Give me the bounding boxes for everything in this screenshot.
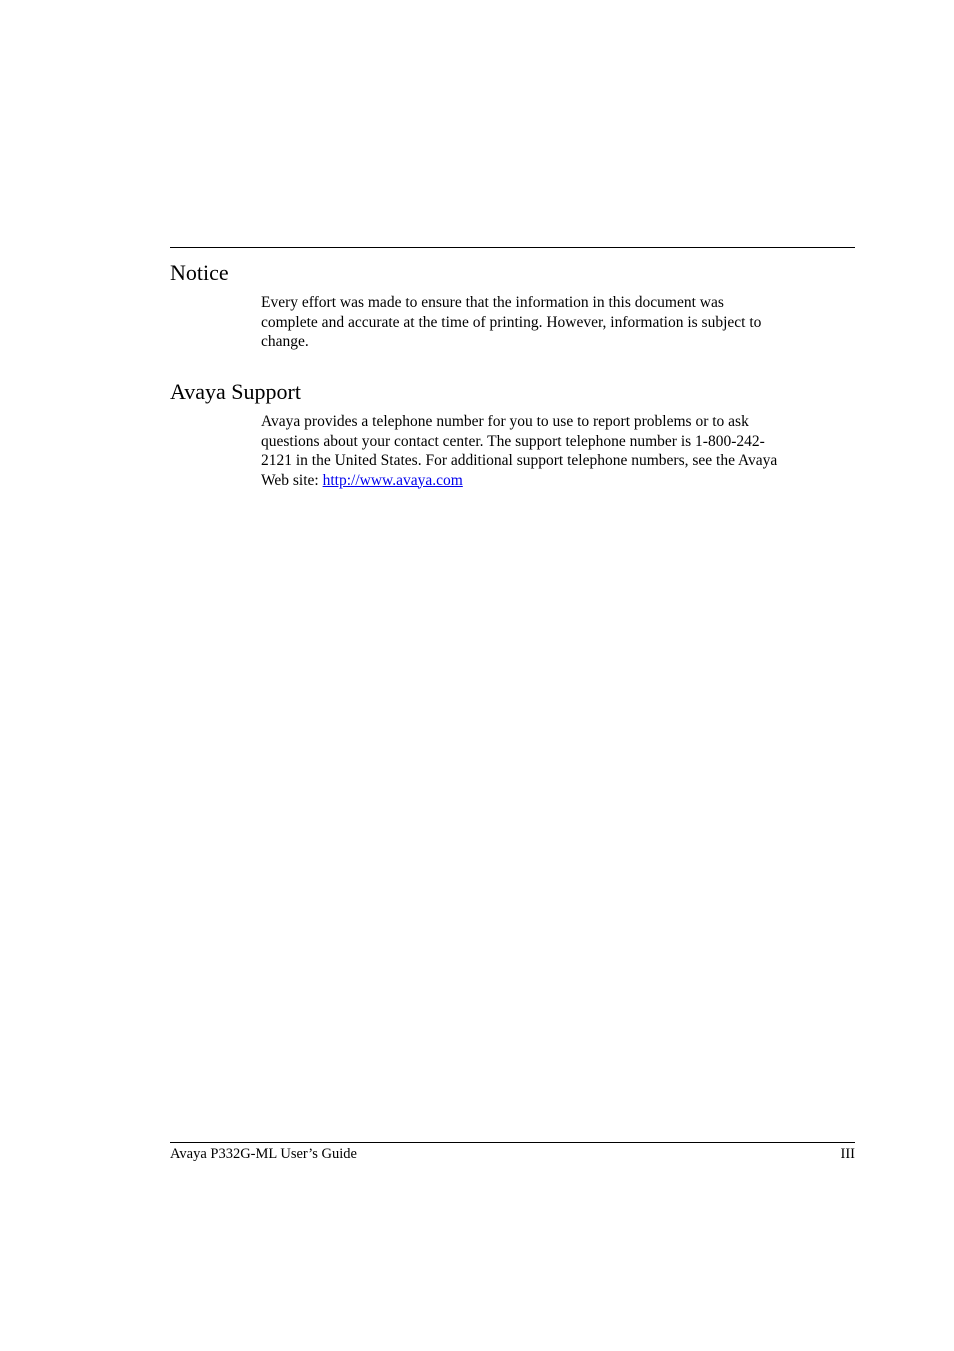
avaya-support-paragraph xyxy=(261,412,855,490)
avaya-support-heading: Avaya Support xyxy=(170,379,301,404)
notice-line: change. xyxy=(261,333,309,350)
footer-page-number: III xyxy=(840,1146,855,1162)
notice-line: complete and accurate at the time of printing. However, information is subject to xyxy=(261,313,762,331)
notice-paragraph xyxy=(261,293,855,352)
support-line: 2121 in the United States. For additional support telephone numbers, see the Avaya xyxy=(261,452,778,469)
support-line: questions about your contact center. The support telephone number is 1-800-242- xyxy=(261,432,765,450)
notice-heading: Notice xyxy=(170,260,229,285)
support-line-last xyxy=(261,471,855,491)
support-line: Avaya provides a telephone number for you to use to report problems or to ask xyxy=(261,413,749,430)
notice-line: Every effort was made to ensure that the information in this document was xyxy=(261,294,724,311)
top-divider xyxy=(170,247,855,248)
footer-divider xyxy=(170,1142,855,1143)
footer-document-title: Avaya P332G-ML User’s Guide xyxy=(170,1146,357,1162)
avaya-website-link[interactable]: http://www.avaya.com xyxy=(322,471,463,489)
web-site-label: Web site: xyxy=(261,471,323,489)
